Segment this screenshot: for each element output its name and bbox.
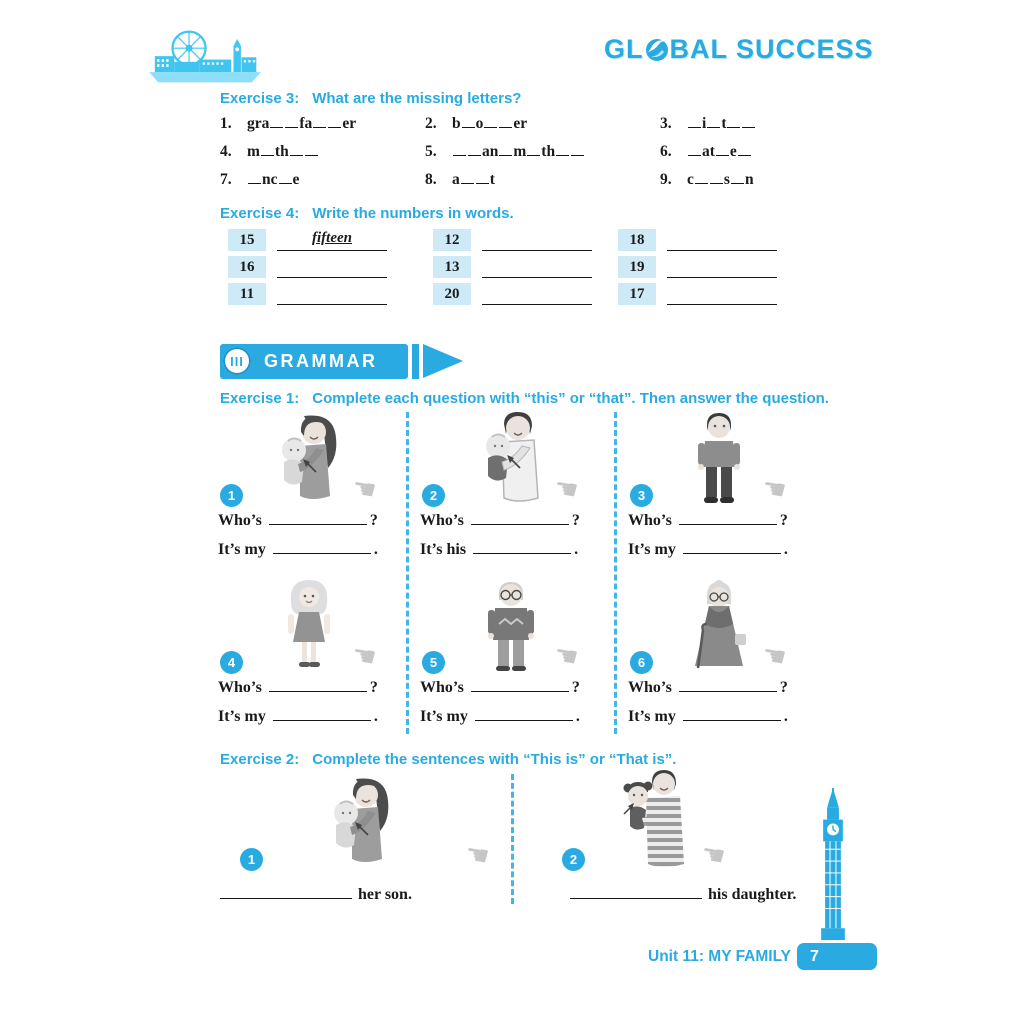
- london-skyline-icon: [148, 26, 262, 84]
- question-line: [628, 677, 788, 697]
- ex3-item-number: 8.: [425, 171, 437, 188]
- ex1-item: [218, 410, 400, 568]
- number-box: 15: [228, 229, 266, 251]
- missing-letter-blank: [290, 142, 303, 156]
- word-letters: er: [513, 115, 528, 132]
- answer-line: [667, 230, 777, 251]
- exercise3-header: [220, 90, 521, 107]
- exercise3-label: Exercise 3:: [220, 90, 300, 107]
- question-mark: ?: [369, 512, 378, 529]
- answer-text: It’s his: [420, 541, 471, 558]
- ex4-item: [228, 283, 433, 305]
- ex4-item: [618, 229, 777, 251]
- grammar-banner-body: [220, 344, 408, 379]
- missing-letters-word: [687, 143, 752, 160]
- word-letters: n: [744, 171, 754, 188]
- question-mark: ?: [571, 679, 580, 696]
- missing-letter-blank: [527, 142, 540, 156]
- item-number-badge: 2: [422, 484, 445, 507]
- ex3-item-number: 5.: [425, 143, 437, 160]
- globe-icon: [645, 38, 669, 62]
- ex1-item: [218, 577, 400, 735]
- question-blank: [471, 510, 569, 525]
- answer-line: [482, 257, 592, 278]
- item-number-badge: 4: [220, 651, 243, 674]
- pointing-hand-icon: ☚: [349, 639, 379, 674]
- answer-line: [667, 284, 777, 305]
- answer-period: .: [783, 708, 788, 725]
- column-divider: [614, 412, 617, 734]
- pointing-hand-icon: ☚: [698, 838, 728, 873]
- missing-letter-blank: [731, 170, 744, 184]
- item-number-badge: 1: [220, 484, 243, 507]
- answer-period: .: [575, 708, 580, 725]
- word-letters: t: [489, 171, 495, 188]
- missing-letter-blank: [261, 142, 274, 156]
- missing-letter-blank: [328, 114, 341, 128]
- ex3-item-number: 1.: [220, 115, 232, 132]
- answer-line: [420, 706, 580, 726]
- missing-letter-blank: [738, 142, 751, 156]
- item-number-badge: 5: [422, 651, 445, 674]
- missing-letter-blank: [707, 114, 720, 128]
- missing-letter-blank: [462, 114, 475, 128]
- pointing-hand-icon: ☚: [349, 472, 379, 507]
- missing-letter-blank: [285, 114, 298, 128]
- number-box: 11: [228, 283, 266, 305]
- missing-letter-blank: [461, 170, 474, 184]
- missing-letters-word: [452, 171, 495, 188]
- missing-letter-blank: [484, 114, 497, 128]
- answer-blank: [683, 539, 781, 554]
- missing-letter-blank: [453, 142, 466, 156]
- exercise4-instruction: Write the numbers in words.: [312, 205, 514, 222]
- answer-line: [218, 706, 378, 726]
- answer-line: [218, 539, 378, 559]
- word-letters: gra: [247, 115, 270, 132]
- missing-letter-blank: [688, 114, 701, 128]
- pointing-hand-icon: ☚: [551, 639, 581, 674]
- word-letters: b: [452, 115, 461, 132]
- unit-footer: Unit 11: MY FAMILY: [648, 948, 791, 965]
- item-number-badge: 3: [630, 484, 653, 507]
- ex3-item-number: 7.: [220, 171, 232, 188]
- answer-period: .: [574, 541, 579, 558]
- missing-letter-blank: [270, 114, 283, 128]
- number-box: 13: [433, 256, 471, 278]
- answer-line: [628, 706, 788, 726]
- answer-line: [667, 257, 777, 278]
- ex4-item: [618, 283, 777, 305]
- question-mark: ?: [571, 512, 580, 529]
- word-letters: er: [342, 115, 357, 132]
- missing-letters-word: [247, 171, 299, 188]
- question-text: Who’s: [628, 512, 676, 529]
- question-mark: ?: [779, 679, 788, 696]
- answer-line: [482, 284, 592, 305]
- question-line: [218, 510, 378, 530]
- answer-text: It’s my: [628, 708, 680, 725]
- missing-letters-word: [247, 115, 356, 132]
- logo-text-right: BAL SUCCESS: [669, 34, 874, 64]
- missing-letter-blank: [571, 142, 584, 156]
- logo-text-left: GL: [604, 34, 644, 64]
- grammar-banner-label: GRAMMAR: [264, 350, 378, 371]
- number-box: 16: [228, 256, 266, 278]
- missing-letters-word: [452, 143, 585, 160]
- ex3-item-number: 2.: [425, 115, 437, 132]
- word-letters: e: [292, 171, 300, 188]
- ex3-item: [220, 142, 425, 163]
- answer-blank: [473, 539, 571, 554]
- missing-letter-blank: [248, 170, 261, 184]
- number-box: 18: [618, 229, 656, 251]
- section-numeral-icon: III: [223, 347, 251, 375]
- missing-letters-word: [247, 143, 319, 160]
- exercise4-items: [228, 229, 777, 305]
- ex3-item: [425, 142, 660, 163]
- word-letters: at: [702, 143, 715, 160]
- item-number-badge: 6: [630, 651, 653, 674]
- word-letters: i: [702, 115, 707, 132]
- ex3-item: [660, 114, 756, 135]
- sentence-blank: [570, 884, 702, 899]
- question-line: [628, 510, 788, 530]
- ex1-item: [628, 410, 810, 568]
- sentence-text: his daughter.: [708, 886, 797, 903]
- answer-blank: [273, 539, 371, 554]
- ex3-item: [660, 142, 756, 163]
- word-letters: s: [723, 171, 730, 188]
- word-letters: c: [687, 171, 694, 188]
- question-line: [420, 510, 580, 530]
- missing-letter-blank: [468, 142, 481, 156]
- question-blank: [471, 677, 569, 692]
- answer-line: fifteen: [277, 230, 387, 251]
- answer-line: [420, 539, 578, 559]
- sentence-line: [570, 884, 796, 904]
- pointing-hand-icon: ☚: [551, 472, 581, 507]
- exercise2-instruction: Complete the sentences with “This is” or “That is”.: [312, 751, 677, 768]
- word-letters: e: [729, 143, 737, 160]
- ex3-item-number: 9.: [660, 171, 672, 188]
- pointing-hand-icon: ☚: [462, 838, 492, 873]
- question-text: Who’s: [218, 679, 266, 696]
- question-blank: [269, 510, 367, 525]
- ex2-item: [540, 770, 825, 910]
- ex3-item-number: 6.: [660, 143, 672, 160]
- missing-letter-blank: [313, 114, 326, 128]
- answer-period: .: [373, 708, 378, 725]
- word-letters: th: [541, 143, 556, 160]
- word-letters: a: [452, 171, 460, 188]
- answer-text: It’s my: [218, 708, 270, 725]
- sentence-line: [220, 884, 412, 904]
- answer-blank: [273, 706, 371, 721]
- question-text: Who’s: [420, 679, 468, 696]
- word-letters: fa: [299, 115, 313, 132]
- exercise1-instruction: Complete each question with “this” or “that”. Then answer the question.: [312, 390, 829, 407]
- answer-line: [482, 230, 592, 251]
- ex3-item: [220, 114, 425, 135]
- missing-letter-blank: [716, 142, 729, 156]
- answer-line: [277, 284, 387, 305]
- item-number-badge: 2: [562, 848, 585, 871]
- question-mark: ?: [369, 679, 378, 696]
- number-box: 19: [618, 256, 656, 278]
- exercise1-label: Exercise 1:: [220, 390, 300, 407]
- missing-letter-blank: [710, 170, 723, 184]
- missing-letter-blank: [279, 170, 292, 184]
- ex4-item: [433, 256, 618, 278]
- item-number-badge: 1: [240, 848, 263, 871]
- pointing-hand-icon: ☚: [759, 472, 789, 507]
- global-success-logo: [604, 34, 874, 65]
- question-text: Who’s: [420, 512, 468, 529]
- ex4-item: [228, 229, 433, 251]
- word-letters: th: [274, 143, 289, 160]
- missing-letter-blank: [742, 114, 755, 128]
- answer-text: It’s my: [420, 708, 472, 725]
- ex3-item: [425, 114, 660, 135]
- question-blank: [269, 677, 367, 692]
- number-box: 20: [433, 283, 471, 305]
- answer-line: [628, 539, 788, 559]
- missing-letter-blank: [727, 114, 740, 128]
- pencil-tip-icon: [423, 344, 463, 378]
- number-box: 17: [618, 283, 656, 305]
- question-line: [218, 677, 378, 697]
- missing-letters-word: [687, 171, 754, 188]
- question-text: Who’s: [628, 679, 676, 696]
- column-divider: [406, 412, 409, 734]
- pointing-hand-icon: ☚: [759, 639, 789, 674]
- ex2-item: [218, 770, 503, 910]
- answer-period: .: [783, 541, 788, 558]
- ex3-item: [660, 170, 756, 191]
- sentence-text: her son.: [358, 886, 412, 903]
- ex4-item: [433, 229, 618, 251]
- missing-letter-blank: [499, 114, 512, 128]
- word-letters: m: [247, 143, 260, 160]
- ex1-item: [628, 577, 810, 735]
- question-blank: [679, 510, 777, 525]
- ex4-item: [433, 283, 618, 305]
- exercise2-label: Exercise 2:: [220, 751, 300, 768]
- answer-blank: [475, 706, 573, 721]
- question-line: [420, 677, 580, 697]
- word-letters: m: [513, 143, 527, 160]
- answer-period: .: [373, 541, 378, 558]
- question-blank: [679, 677, 777, 692]
- ex4-item: [228, 256, 433, 278]
- word-letters: nc: [262, 171, 278, 188]
- exercise4-label: Exercise 4:: [220, 205, 300, 222]
- missing-letter-blank: [305, 142, 318, 156]
- missing-letter-blank: [556, 142, 569, 156]
- page-number-tab: 7: [797, 943, 877, 970]
- sentence-blank: [220, 884, 352, 899]
- missing-letter-blank: [688, 142, 701, 156]
- big-ben-icon: [803, 788, 863, 946]
- ex3-item-number: 3.: [660, 115, 672, 132]
- ex3-item: [220, 170, 425, 191]
- ex1-item: [420, 577, 602, 735]
- exercise3-instruction: What are the missing letters?: [312, 90, 522, 107]
- ex3-item-number: 4.: [220, 143, 232, 160]
- number-box: 12: [433, 229, 471, 251]
- exercise4-header: [220, 205, 514, 222]
- question-mark: ?: [779, 512, 788, 529]
- exercise1-header: [220, 390, 829, 407]
- missing-letters-word: [687, 115, 756, 132]
- word-letters: o: [475, 115, 484, 132]
- exercise3-items: [220, 114, 756, 191]
- word-letters: an: [482, 143, 499, 160]
- ex4-item: [618, 256, 777, 278]
- missing-letters-word: [452, 115, 527, 132]
- answer-line: [277, 257, 387, 278]
- grammar-banner: [220, 343, 463, 379]
- column-divider: [511, 774, 514, 904]
- missing-letter-blank: [476, 170, 489, 184]
- question-text: Who’s: [218, 512, 266, 529]
- missing-letter-blank: [695, 170, 708, 184]
- ex3-item: [425, 170, 660, 191]
- exercise2-header: [220, 751, 676, 768]
- answer-blank: [683, 706, 781, 721]
- pencil-collar: [412, 344, 419, 379]
- missing-letter-blank: [499, 142, 512, 156]
- answer-text: It’s my: [218, 541, 270, 558]
- word-letters: t: [721, 115, 727, 132]
- ex1-item: [420, 410, 602, 568]
- answer-text: It’s my: [628, 541, 680, 558]
